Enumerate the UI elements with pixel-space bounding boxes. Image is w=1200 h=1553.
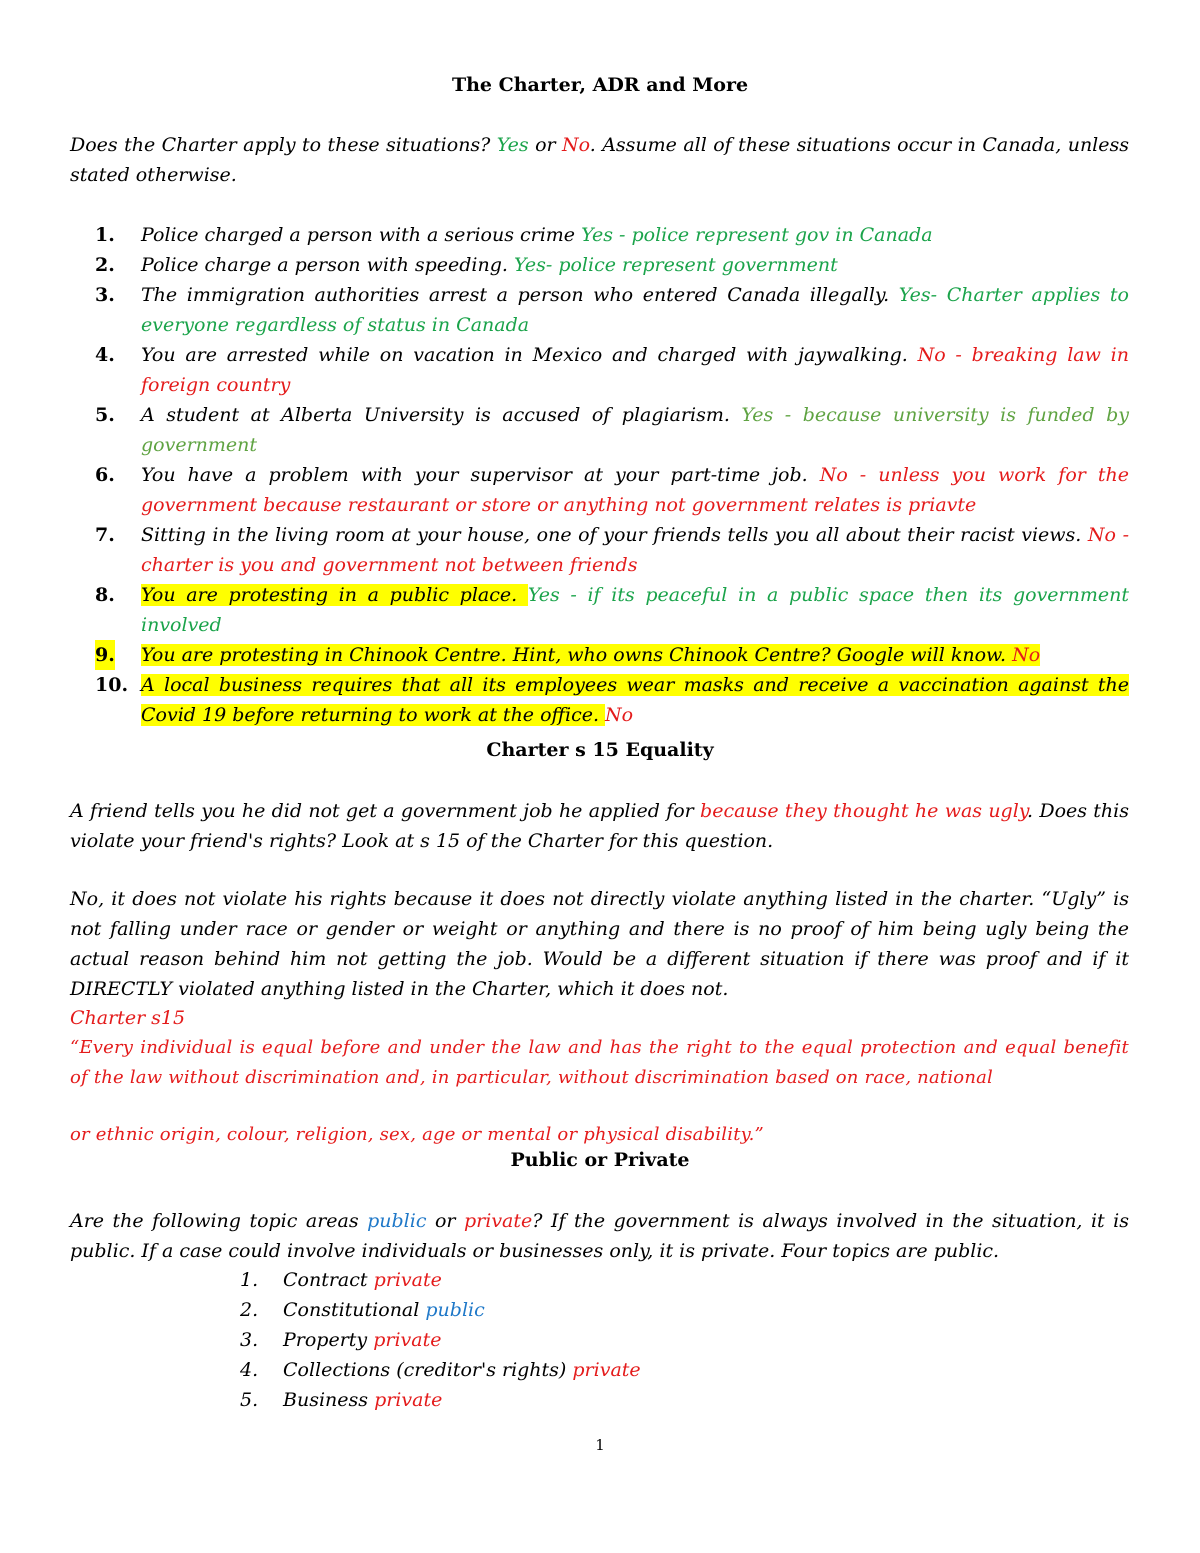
item-answer: Yes- Charter applies to everyone regardless of status in Canada <box>141 284 1129 336</box>
topic-name: Constitutional <box>283 1299 426 1321</box>
topic-list <box>240 1265 940 1415</box>
topic-name: Business <box>283 1389 375 1411</box>
pp-question-text-1: Are the following topic areas <box>70 1210 368 1232</box>
topic-name: Contract <box>283 1269 374 1291</box>
section-title-equality: Charter s 15 Equality <box>486 739 714 761</box>
equality-question-text-2: . Does this violate your friend's rights? Look at s 15 of the Charter for this question. <box>70 800 1129 852</box>
intro-yes: Yes <box>496 134 529 156</box>
list-item <box>95 580 1129 640</box>
item-question: Police charged a person with a serious crime <box>141 224 582 246</box>
charter-s15-label: Charter s15 <box>70 1007 186 1029</box>
topic-answer: private <box>373 1269 442 1291</box>
list-item <box>95 670 1129 730</box>
item-question: The immigration authorities arrest a person who entered Canada illegally. <box>141 284 899 306</box>
equality-question <box>70 796 1129 856</box>
item-answer: No <box>1012 644 1041 666</box>
item-answer: No - unless you work for the government because restaurant or store or anything not government relates is priavte <box>141 464 1129 516</box>
page-number: 1 <box>595 1436 605 1454</box>
charter-question-list <box>95 220 1129 730</box>
item-number: 3. <box>95 284 115 306</box>
item-number: 4. <box>240 1359 259 1381</box>
list-item <box>95 250 1129 280</box>
intro-text-2: . Assume all of these situations occur in Canada, unless stated otherwise. <box>70 134 1129 186</box>
intro-text-1: Does the Charter apply to these situations? <box>70 134 497 156</box>
equality-question-text-1: A friend tells you he did not get a government job he applied for <box>70 800 701 822</box>
list-item <box>240 1355 940 1385</box>
item-question: Sitting in the living room at your house, one of your friends tells you all about their racist views. <box>141 524 1088 546</box>
item-number: 1. <box>95 224 115 246</box>
page-title: The Charter, ADR and More <box>451 74 749 96</box>
item-number: 6. <box>95 464 115 486</box>
item-answer: Yes - if its peaceful in a public space then its government involved <box>141 584 1129 636</box>
item-question: You are arrested while on vacation in Mexico and charged with jaywalking. <box>141 344 918 366</box>
item-number: 8. <box>95 584 115 606</box>
equality-answer: No, it does not violate his rights because it does not directly violate anything listed in the charter. “Ugly” is not falling under race or gender or weight or anything and there is no proof of him being ugly being the actual reason behind him not getting the job. Would be a different situation if there was proof and if it DIRECTLY violated anything listed in the Charter, which it does not. <box>70 888 1129 1000</box>
item-answer: No - charter is you and government not between friends <box>141 524 1129 576</box>
item-question: Police charge a person with speeding. <box>141 254 514 276</box>
item-number: 5. <box>240 1389 259 1411</box>
item-question: You are protesting in Chinook Centre. Hint, who owns Chinook Centre? Google will know. <box>141 644 1013 666</box>
topic-answer: private <box>373 1329 442 1351</box>
item-number: 2. <box>240 1299 259 1321</box>
charter-s15-quote-end: or ethnic origin, colour, religion, sex, age or mental or physical disability.” <box>70 1124 764 1145</box>
pp-private-word: private <box>464 1210 533 1232</box>
item-question: A local business requires that all its employees wear masks and receive a vaccination against the Covid 19 before returning to work at the office. <box>141 674 1129 726</box>
list-item <box>240 1295 940 1325</box>
topic-answer: private <box>572 1359 641 1381</box>
list-item <box>95 520 1129 580</box>
section-title-public-private: Public or Private <box>510 1149 690 1171</box>
item-number: 7. <box>95 524 115 546</box>
item-question: You are protesting in a public place. <box>141 584 528 606</box>
charter-s15-quote: “Every individual is equal before and under the law and has the right to the equal protection and equal benefit of the law without discrimination and, in particular, without discrimination based on race, national <box>70 1037 1129 1088</box>
item-number: 5. <box>95 404 115 426</box>
equality-question-highlight: because they thought he was ugly <box>700 800 1028 822</box>
list-item <box>95 340 1129 400</box>
list-item <box>95 280 1129 340</box>
item-number: 9. <box>95 640 115 670</box>
list-item <box>95 640 1129 670</box>
pp-question-text-2: ? If the government is always involved in the situation, it is public. If a case could involve individuals or businesses only, it is private. Four topics are public. <box>70 1210 1129 1262</box>
public-private-question <box>70 1206 1129 1266</box>
topic-name: Collections (creditor's rights) <box>283 1359 573 1381</box>
list-item <box>95 400 1129 460</box>
item-answer: Yes- police represent government <box>513 254 838 276</box>
list-item <box>95 460 1129 520</box>
item-number: 4. <box>95 344 115 366</box>
topic-answer: public <box>425 1299 485 1321</box>
item-number: 1. <box>240 1269 259 1291</box>
list-item <box>95 220 1129 250</box>
list-item <box>240 1325 940 1355</box>
intro-no: No <box>562 134 590 156</box>
item-answer: No <box>605 704 634 726</box>
pp-public-word: public <box>367 1210 427 1232</box>
list-item <box>240 1265 940 1295</box>
intro-paragraph <box>70 130 1129 190</box>
list-item <box>240 1385 940 1415</box>
topic-name: Property <box>283 1329 374 1351</box>
item-answer: No - breaking law in foreign country <box>141 344 1129 396</box>
item-answer: Yes - police represent gov in Canada <box>581 224 933 246</box>
intro-or: or <box>528 134 563 156</box>
item-question: A student at Alberta University is accused of plagiarism. <box>141 404 742 426</box>
item-number: 10. <box>95 674 129 696</box>
item-answer: Yes - because university is funded by government <box>141 404 1129 456</box>
item-number: 2. <box>95 254 115 276</box>
topic-answer: private <box>374 1389 443 1411</box>
pp-or: or <box>426 1210 464 1232</box>
item-number: 3. <box>240 1329 259 1351</box>
item-question: You have a problem with your supervisor at your part-time job. <box>141 464 820 486</box>
